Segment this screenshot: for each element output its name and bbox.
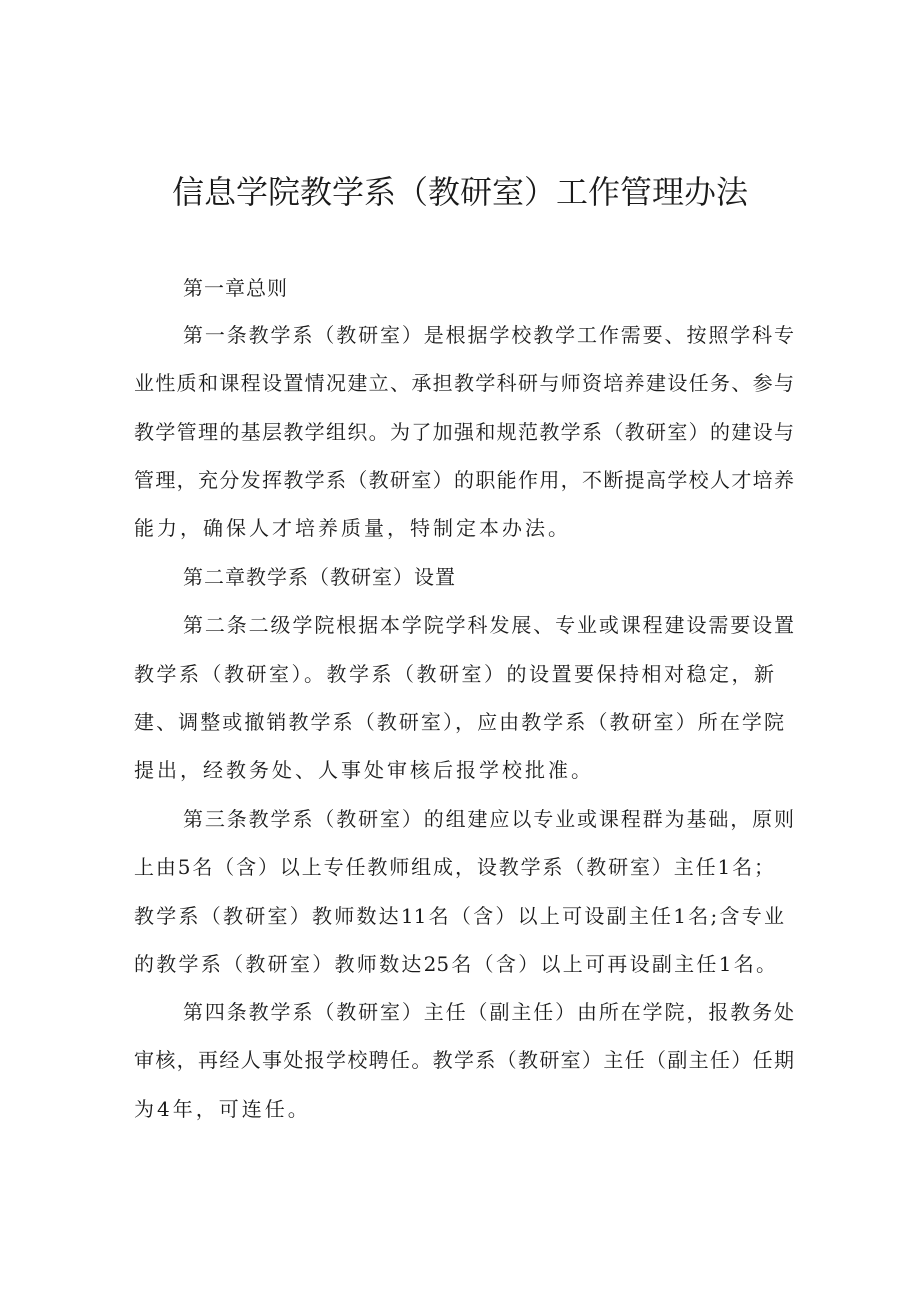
article-1-line-2: 业性质和课程设置情况建立、承担教学科研与师资培养建设任务、参与 bbox=[134, 371, 794, 395]
document-title: 信息学院教学系（教研室）工作管理办法 bbox=[171, 173, 748, 211]
article-3-line-4: 的教学系（教研室）教师数达25名（含）以上可再设副主任1名。 bbox=[134, 952, 776, 976]
article-2-line-4: 提出，经教务处、人事处审核后报学校批准。 bbox=[134, 758, 594, 782]
article-2-line-3: 建、调整或撤销教学系（教研室），应由教学系（教研室）所在学院 bbox=[134, 710, 784, 734]
article-1-line-4: 管理，充分发挥教学系（教研室）的职能作用，不断提高学校人才培养 bbox=[134, 468, 794, 492]
article-3-line-1: 第三条教学系（教研室）的组建应以专业或课程群为基础，原则 bbox=[183, 807, 794, 831]
article-1-line-1: 第一条教学系（教研室）是根据学校教学工作需要、按照学科专 bbox=[183, 323, 794, 347]
article-1-line-3: 教学管理的基层教学组织。为了加强和规范教学系（教研室）的建设与 bbox=[134, 420, 794, 444]
article-4-line-1: 第四条教学系（教研室）主任（副主任）由所在学院，报教务处 bbox=[183, 1000, 794, 1024]
chapter-2-heading: 第二章教学系（教研室）设置 bbox=[183, 565, 456, 589]
article-4-line-2: 审核，再经人事处报学校聘任。教学系（教研室）主任（副主任）任期 bbox=[134, 1048, 794, 1072]
article-3-line-2: 上由5名（含）以上专任教师组成，设教学系（教研室）主任1名； bbox=[134, 855, 774, 879]
article-2-line-1: 第二条二级学院根据本学院学科发展、专业或课程建设需要设置 bbox=[183, 613, 794, 637]
article-4-line-3: 为4年，可连任。 bbox=[134, 1097, 311, 1121]
article-2-line-2: 教学系（教研室）。教学系（教研室）的设置要保持相对稳定，新 bbox=[134, 662, 774, 686]
chapter-1-heading: 第一章总则 bbox=[183, 276, 288, 300]
article-1-line-5: 能力，确保人才培养质量，特制定本办法。 bbox=[134, 516, 571, 540]
article-3-line-3: 教学系（教研室）教师数达11名（含）以上可设副主任1名;含专业 bbox=[134, 904, 784, 928]
